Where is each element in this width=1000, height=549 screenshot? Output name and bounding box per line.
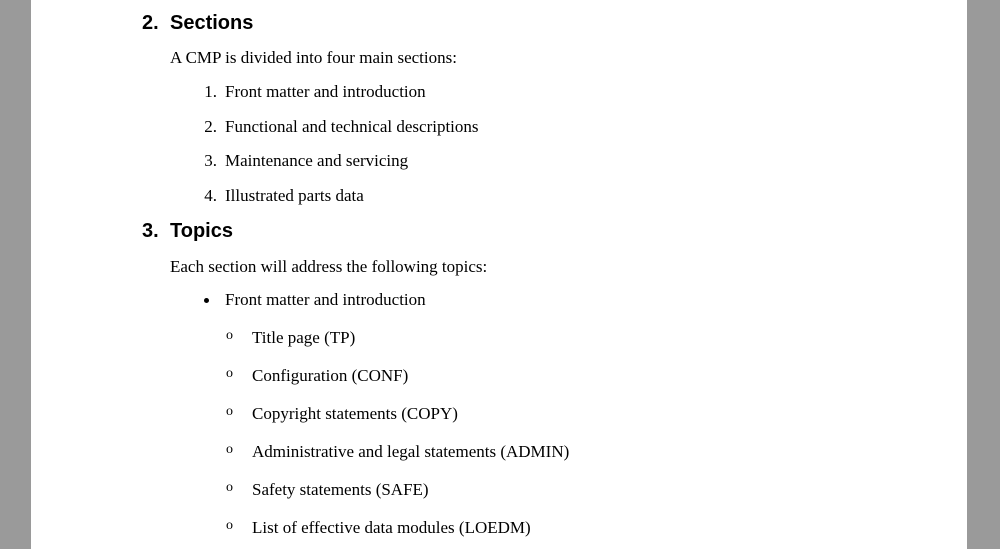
section-2-intro: A CMP is divided into four main sections:	[170, 48, 457, 67]
bullet-icon	[204, 298, 209, 303]
list-item-text: Front matter and introduction	[225, 82, 426, 101]
section-2-heading	[142, 12, 253, 35]
list-item-text: Configuration (CONF)	[252, 366, 409, 385]
hollow-bullet-icon: o	[226, 366, 233, 381]
section-2-title: Sections	[170, 12, 254, 34]
hollow-bullet-icon: o	[226, 328, 233, 343]
list-number: 3.	[204, 151, 217, 170]
list-item-text: Front matter and introduction	[225, 290, 426, 309]
list-item-text: Illustrated parts data	[225, 186, 364, 205]
section-3-title: Topics	[170, 220, 233, 242]
list-item-text: Administrative and legal statements (ADMIN)	[252, 442, 570, 461]
hollow-bullet-icon: o	[226, 442, 233, 457]
list-item-text: Maintenance and servicing	[225, 151, 409, 170]
section-3-intro: Each section will address the following topics:	[170, 257, 488, 276]
hollow-bullet-icon: o	[226, 404, 233, 419]
list-number: 1.	[204, 82, 217, 101]
list-item-text: Copyright statements (COPY)	[252, 404, 458, 423]
section-2-number: 2.	[142, 12, 159, 34]
section-3-heading	[142, 220, 233, 243]
section-3-number: 3.	[142, 220, 159, 242]
list-number: 2.	[204, 117, 217, 136]
list-item-text: Title page (TP)	[252, 328, 356, 347]
list-item-text: Functional and technical descriptions	[225, 117, 479, 136]
hollow-bullet-icon: o	[226, 480, 233, 495]
hollow-bullet-icon: o	[226, 518, 233, 533]
list-item-text: List of effective data modules (LOEDM)	[252, 518, 531, 537]
list-item-text: Safety statements (SAFE)	[252, 480, 429, 499]
document-page	[31, 0, 967, 549]
list-number: 4.	[204, 186, 217, 205]
